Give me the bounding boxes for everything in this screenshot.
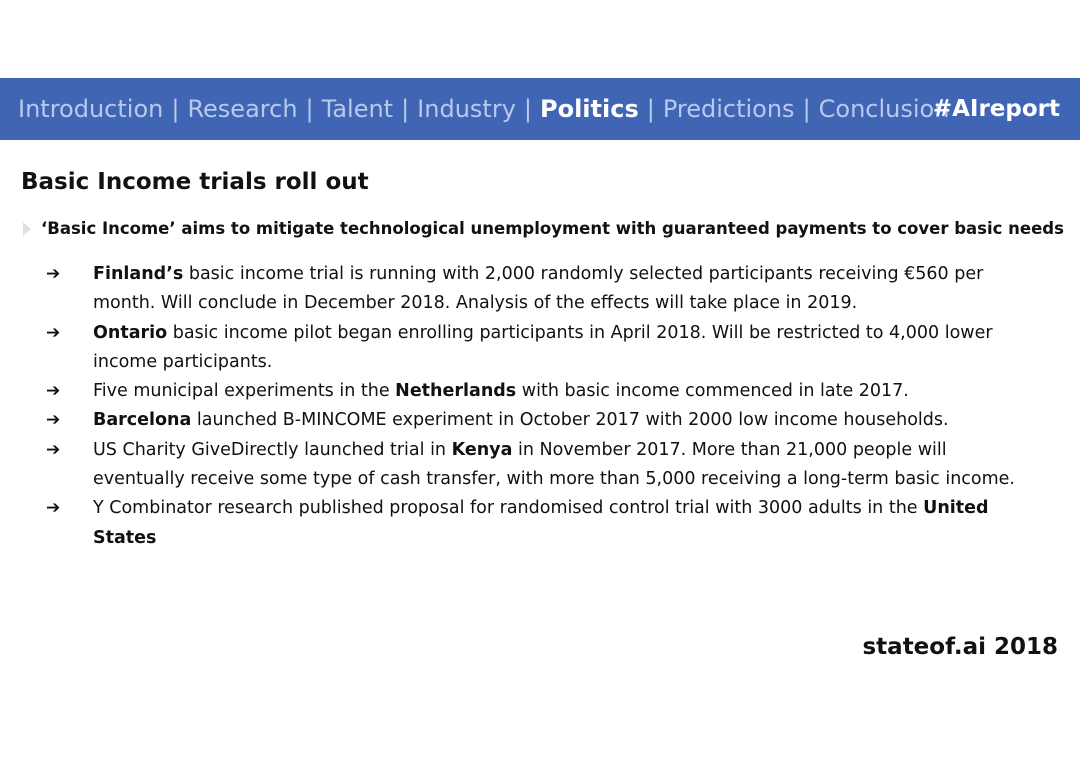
bullet-bold-term: Finland’s — [93, 264, 184, 284]
report-hashtag: #AIreport — [932, 96, 1060, 122]
bullet-text: US Charity GiveDirectly launched trial in — [93, 439, 452, 460]
nav-item-politics[interactable]: Politics — [539, 95, 639, 123]
nav-item-talent[interactable]: Talent — [321, 95, 394, 123]
bullet-text: basic income pilot began enrolling participants in April 2018. Will be restricted to 4,000 lower income participants. — [93, 322, 993, 372]
bullet-bold-term: Netherlands — [395, 381, 517, 402]
page-title: Basic Income trials roll out — [21, 169, 369, 195]
nav-separator: | — [305, 95, 314, 123]
bullet-bold-term: United States — [93, 498, 989, 548]
section-nav-bar — [0, 78, 1080, 140]
bullet-bold-term: Ontario — [93, 322, 168, 343]
nav-item-predictions[interactable]: Predictions — [662, 95, 795, 123]
bullet-list — [46, 260, 1036, 553]
lead-text: ‘Basic Income’ aims to mitigate technological unemployment with guaranteed payments to cover basic needs — [41, 219, 1064, 238]
section-nav — [18, 78, 949, 140]
list-item — [46, 494, 1036, 553]
arrow-right-icon: ➔ — [46, 439, 61, 460]
nav-item-introduction[interactable]: Introduction — [18, 95, 164, 123]
nav-separator: | — [802, 95, 811, 123]
nav-separator: | — [171, 95, 180, 123]
list-item — [46, 319, 1036, 378]
list-item — [46, 436, 1036, 495]
list-item — [46, 406, 1036, 435]
bullet-text: in November 2017. More than 21,000 people will eventually receive some type of cash transfer, with more than 5,000 receiving a long-term basic income. — [93, 439, 1015, 490]
bullet-text: with basic income commenced in late 2017. — [516, 381, 909, 402]
arrow-right-icon: ➔ — [46, 322, 61, 343]
nav-item-research[interactable]: Research — [187, 95, 298, 123]
arrow-right-icon: ➔ — [46, 264, 61, 284]
nav-separator: | — [523, 95, 532, 123]
bullet-bold-term: Barcelona — [93, 410, 192, 431]
bullet-text: Five municipal experiments in the — [93, 381, 396, 402]
bullet-bold-term: Kenya — [451, 439, 513, 460]
nav-separator: | — [646, 95, 655, 123]
bullet-text: basic income trial is running with 2,000 randomly selected participants receiving €560 per month. Will conclude in December 2018. Analysis of the effects will take place in 2019. — [93, 264, 984, 314]
nav-item-conclusion[interactable]: Conclusion — [818, 95, 950, 123]
arrow-right-icon: ➔ — [46, 381, 61, 402]
nav-item-industry[interactable]: Industry — [417, 95, 516, 123]
nav-separator: | — [401, 95, 410, 123]
bullet-text: Y Combinator research published proposal for randomised control trial with 3000 adults in the — [93, 498, 924, 519]
lead-statement — [21, 216, 1066, 242]
arrow-right-icon: ➔ — [46, 410, 61, 431]
bullet-chevron-icon — [21, 221, 33, 237]
list-item — [46, 260, 1036, 319]
arrow-right-icon: ➔ — [46, 498, 61, 519]
footer-brand: stateof.ai 2018 — [862, 634, 1058, 660]
list-item — [46, 377, 1036, 406]
bullet-text: launched B-MINCOME experiment in October 2017 with 2000 low income households. — [191, 410, 949, 431]
